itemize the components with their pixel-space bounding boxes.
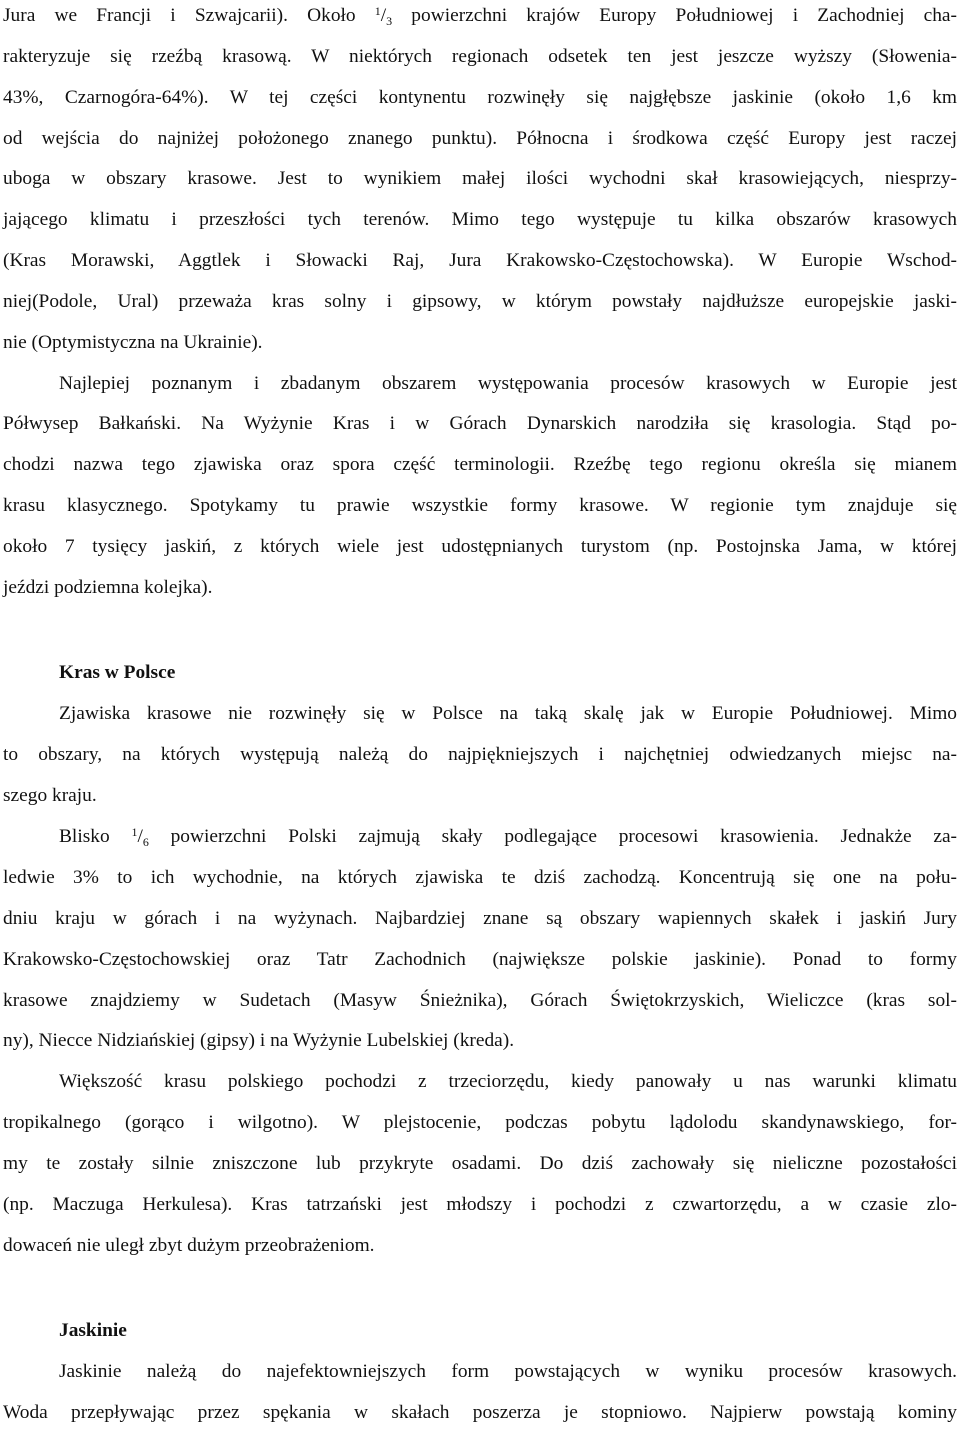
text-line: uboga w obszary krasowe. Jest to wynikiem małej ilości wychodni skał krasowiejących, niesprzy-	[3, 168, 957, 189]
text-line: jeździ podziemna kolejka).	[3, 577, 213, 598]
text-line: szego kraju.	[3, 785, 97, 806]
text-line: chodzi nazwa tego zjawiska oraz spora część terminologii. Rzeźbę tego regionu określa się mianem	[3, 454, 957, 475]
text-line: my te zostały silnie zniszczone lub przykryte osadami. Do dziś zachowały się nieliczne pozostałości	[3, 1153, 957, 1174]
text-line: Najlepiej poznanym i zbadanym obszarem występowania procesów krasowych w Europie jest	[59, 373, 957, 394]
text-line: to obszary, na których występują należą do najpiękniejszych i najchętniej odwiedzanych miejsc na-	[3, 744, 957, 765]
text-line: Jaskinie należą do najefektowniejszych form powstających w wyniku procesów krasowych.	[59, 1361, 957, 1382]
text-line: od wejścia do najniżej położonego znanego punktu). Północna i środkowa część Europy jest raczej	[3, 128, 957, 149]
text-line: 43%, Czarnogóra-64%). W tej części kontynentu rozwinęły się najgłębsze jaskinie (około 1,6 km	[3, 87, 957, 108]
text-line: krasowe znajdziemy w Sudetach (Masyw Śnieżnika), Górach Świętokrzyskich, Wieliczce (kras sol-	[3, 990, 957, 1011]
text-line: nie (Optymistyczna na Ukrainie).	[3, 332, 263, 353]
text-line: Jura we Francji i Szwajcarii). Około $^1/_3$ powierzchni krajów Europy Południowej i Zachodniej cha-	[3, 4, 957, 28]
text-line: (np. Maczuga Herkulesa). Kras tatrzański jest młodszy i pochodzi z czwartorzędu, a w czasie zlo-	[3, 1194, 957, 1215]
text-line: Zjawiska krasowe nie rozwinęły się w Polsce na taką skalę jak w Europie Południowej. Mimo	[59, 703, 957, 724]
text-line: dowaceń nie uległ zbyt dużym przeobrażeniom.	[3, 1235, 375, 1256]
section-heading-kras-w-polsce: Kras w Polsce	[59, 662, 176, 683]
text-line: ny), Niecce Nidziańskiej (gipsy) i na Wyżynie Lubelskiej (kreda).	[3, 1030, 515, 1051]
text-line: ledwie 3% to ich wychodnie, na których zjawiska te dziś zachodzą. Koncentrują się one na połu-	[3, 867, 957, 888]
text-line: około 7 tysięcy jaskiń, z których wiele jest udostępnianych turystom (np. Postojnska Jama, w której	[3, 536, 957, 557]
text-line: krasu klasycznego. Spotykamy tu prawie wszystkie formy krasowe. W regionie tym znajduje się	[3, 495, 957, 516]
text-line: Woda przepływając przez spękania w skałach poszerza je stopniowo. Najpierw powstają kominy	[3, 1402, 957, 1423]
text-line: Większość krasu polskiego pochodzi z trzeciorzędu, kiedy panowały u nas warunki klimatu	[59, 1071, 957, 1092]
text-line: Krakowsko-Częstochowskiej oraz Tatr Zachodnich (największe polskie jaskinie). Ponad to formy	[3, 949, 957, 970]
text-line: Blisko $^1/_6$ powierzchni Polski zajmują skały podlegające procesowi krasowienia. Jednakże za-	[59, 825, 958, 849]
text-line: Półwysep Bałkański. Na Wyżynie Kras i w Górach Dynarskich narodziła się krasologia. Stąd po-	[3, 413, 957, 434]
text-line: jającego klimatu i przeszłości tych terenów. Mimo tego występuje tu kilka obszarów krasowych	[3, 209, 957, 230]
text-line: rakteryzuje się rzeźbą krasową. W niektórych regionach odsetek ten jest jeszcze wyższy (Słowenia-	[3, 46, 957, 67]
text-line: dniu kraju w górach i na wyżynach. Najbardziej znane są obszary wapiennych skałek i jaskiń Jury	[3, 908, 957, 929]
text-line: tropikalnego (gorąco i wilgotno). W plejstocenie, podczas pobytu lądolodu skandynawskiego, for-	[3, 1112, 957, 1133]
section-heading-jaskinie: Jaskinie	[59, 1320, 127, 1341]
text-line: (Kras Morawski, Aggtlek i Słowacki Raj, Jura Krakowsko-Częstochowska). W Europie Wschod-	[3, 250, 957, 271]
text-line: niej(Podole, Ural) przeważa kras solny i gipsowy, w którym powstały najdłuższe europejskie jaski-	[3, 291, 957, 312]
